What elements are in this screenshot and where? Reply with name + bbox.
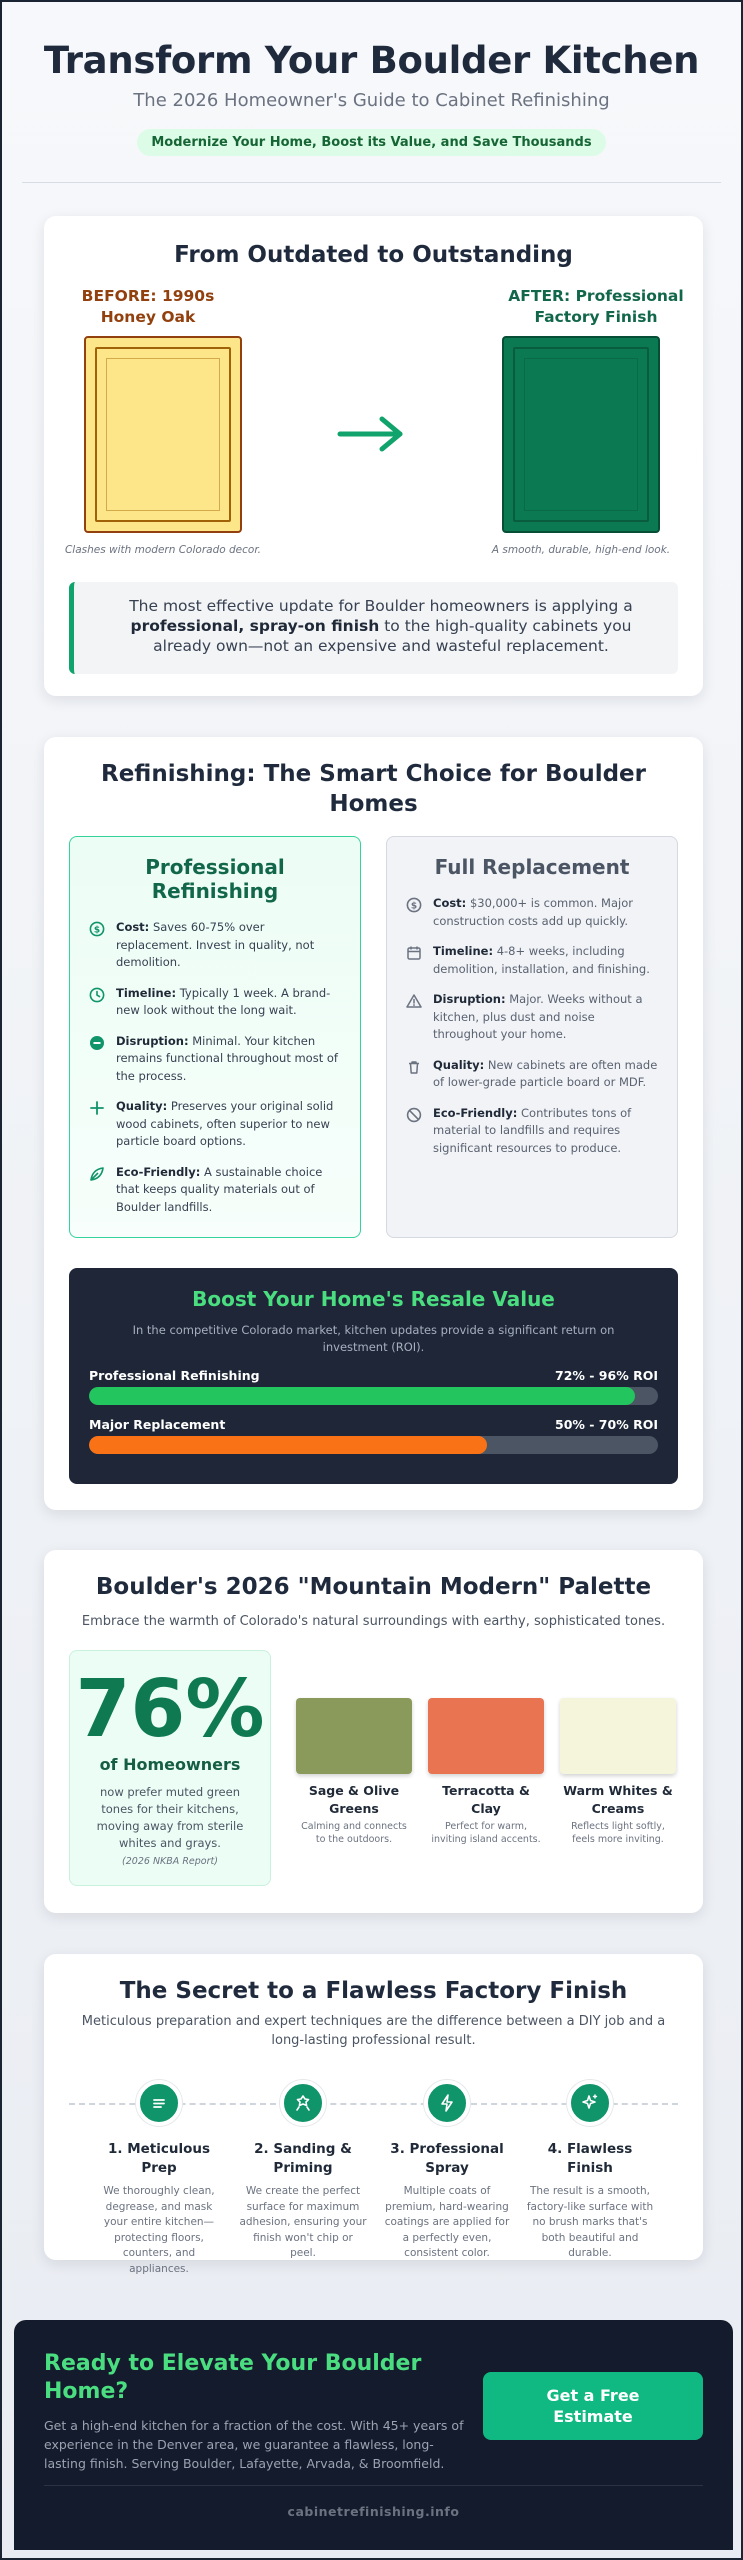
- page-title: Transform Your Boulder Kitchen: [43, 39, 700, 82]
- item-text: Saves 60-75% over replacement. Invest in quality, not demolition.: [116, 920, 315, 969]
- item-label: Quality:: [116, 1099, 168, 1113]
- tagline-badge: Modernize Your Home, Boost its Value, and Save Thousands: [137, 129, 605, 156]
- step-title: 1. Meticulous Prep: [107, 2141, 211, 2176]
- process-step: [239, 2080, 367, 2262]
- website-link[interactable]: cabinetrefinishing.info: [287, 2504, 460, 2519]
- item-text: $30,000+ is common. Major construction costs add up quickly.: [433, 896, 633, 928]
- comparison-card: [44, 737, 703, 1510]
- roi-bar-value: 72% - 96% ROI: [555, 1368, 658, 1383]
- roi-bar-label-row: [89, 1417, 658, 1432]
- roi-bar-fill: [89, 1387, 635, 1405]
- cta-title: Ready to Elevate Your Boulder Home?: [44, 2351, 422, 2404]
- free-estimate-button[interactable]: Get a Free Estimate: [483, 2372, 703, 2440]
- process-title: The Secret to a Flawless Factory Finish: [119, 1978, 628, 2004]
- list-item: [405, 895, 659, 930]
- homeowner-stat: [69, 1650, 271, 1886]
- list-item: [405, 1105, 659, 1158]
- step-description: Multiple coats of premium, hard-wearing coatings are applied for a perfectly even, consistent color.: [384, 2185, 510, 2259]
- roi-description: In the competitive Colorado market, kitchen updates provide a significant return on investment (ROI).: [132, 1323, 615, 1354]
- roi-bar-track: [89, 1436, 658, 1454]
- swatch-description: Perfect for warm, inviting island accents.: [431, 1821, 541, 1845]
- trash-icon: [405, 1058, 423, 1076]
- ban-icon: [405, 1106, 423, 1124]
- step-description: The result is a smooth, factory-like surface with no brush marks that's both beautiful and durable.: [526, 2185, 654, 2259]
- roi-bar-value: 50% - 70% ROI: [555, 1417, 658, 1432]
- palette-description: Embrace the warmth of Colorado's natural surroundings with earthy, sophisticated tones.: [81, 1614, 666, 1629]
- page-subtitle: The 2026 Homeowner's Guide to Cabinet Refinishing: [133, 90, 610, 111]
- roi-title: Boost Your Home's Resale Value: [192, 1287, 555, 1311]
- color-swatch: [428, 1698, 544, 1846]
- after-caption: A smooth, durable, high-end look.: [491, 544, 671, 556]
- item-label: Cost:: [116, 920, 150, 934]
- item-text: A sustainable choice that keeps quality materials out of Boulder landfills.: [116, 1164, 323, 1214]
- item-label: Quality:: [433, 1057, 485, 1072]
- swatch-description: Reflects light softly, feels more inviting.: [571, 1821, 665, 1845]
- step-title: 3. Professional Spray: [390, 2141, 504, 2176]
- roi-bar-label-row: [89, 1368, 658, 1383]
- svg-text:$: $: [93, 925, 101, 936]
- cta-description: Get a high-end kitchen for a fraction of the cost. With 45+ years of experience in the Denver area, we guarantee a flawless, long-lasting finish. Serving Boulder, Lafayette, Arvada, & Broomfield.: [44, 2418, 464, 2471]
- item-text: 4-8+ weeks, including demolition, installation, and finishing.: [433, 944, 650, 976]
- item-text: Typically 1 week. A brand-new look without the long wait.: [116, 985, 331, 1017]
- swatch-color: [560, 1698, 676, 1774]
- spray-icon: [424, 2080, 470, 2126]
- step-title: 4. Flawless Finish: [547, 2141, 633, 2176]
- roi-bar-fill: [89, 1436, 487, 1454]
- replacement-list: [405, 895, 659, 1157]
- stat-value: 76%: [75, 1663, 265, 1755]
- list-item: [88, 985, 342, 1020]
- warning-icon: [405, 992, 423, 1010]
- stat-description: now prefer muted green tones for their kitchens, moving away from sterile whites and grays.: [96, 1785, 244, 1850]
- item-text: Major. Weeks without a kitchen, plus dust and noise throughout your home.: [433, 992, 643, 1041]
- plus-icon: [88, 1099, 106, 1117]
- clean-icon: [136, 2080, 182, 2126]
- calendar-icon: [405, 944, 423, 962]
- cta-footer: [14, 2320, 733, 2550]
- list-item: [405, 943, 659, 978]
- process-step: [526, 2080, 654, 2262]
- sparkle-icon: [567, 2080, 613, 2126]
- roi-bar-track: [89, 1387, 658, 1405]
- palette-card: [44, 1550, 703, 1913]
- step-description: We thoroughly clean, degrease, and mask your entire kitchen—protecting floors, counters, and appliances.: [103, 2185, 215, 2275]
- process-step: [95, 2080, 223, 2277]
- item-text: Contributes tons of material to landfills and requires significant resources to produce.: [433, 1105, 632, 1155]
- roi-panel: [69, 1268, 678, 1484]
- item-text: Preserves your original solid wood cabinets, often superior to new particle board options.: [116, 1099, 334, 1148]
- list-item: [88, 1033, 342, 1086]
- item-label: Timeline:: [116, 985, 177, 1000]
- footer-divider: [44, 2485, 703, 2486]
- item-label: Disruption:: [433, 992, 506, 1006]
- item-text: New cabinets are often made of lower-grade particle board or MDF.: [433, 1057, 658, 1089]
- dollar-icon: [405, 896, 423, 914]
- color-swatch: [560, 1698, 676, 1846]
- before-after-title: From Outdated to Outstanding: [174, 242, 573, 268]
- key-message-callout: The most effective update for Boulder homeowners is applying a professional, spray-on finish to the high-quality cabinets you already own—not an expensive and wasteful replacement.: [69, 582, 678, 674]
- step-title: 2. Sanding & Priming: [254, 2141, 352, 2176]
- swatch-name: Terracotta & Clay: [442, 1783, 530, 1816]
- after-label: AFTER: Professional Factory Finish: [508, 287, 684, 326]
- replacement-column: [386, 836, 678, 1238]
- process-step: [383, 2080, 511, 2262]
- item-text: Minimal. Your kitchen remains functional throughout most of the process.: [116, 1033, 338, 1083]
- swatch-color: [428, 1698, 544, 1774]
- swatch-name: Warm Whites & Creams: [563, 1783, 673, 1816]
- leaf-icon: [88, 1165, 106, 1183]
- list-item: [405, 1057, 659, 1092]
- item-label: Cost:: [433, 896, 467, 910]
- list-item: [405, 991, 659, 1044]
- replacement-heading: Full Replacement: [434, 855, 630, 879]
- palette-title: Boulder's 2026 "Mountain Modern" Palette: [95, 1574, 652, 1600]
- item-label: Eco-Friendly:: [433, 1105, 518, 1120]
- minus-circle-icon: [88, 1034, 106, 1052]
- arrow-right-icon: [336, 414, 408, 458]
- before-after-card: [44, 216, 703, 696]
- roi-bar-label: Professional Refinishing: [89, 1368, 260, 1383]
- dollar-icon: [88, 920, 106, 938]
- item-label: Disruption:: [116, 1033, 189, 1048]
- list-item: [88, 1164, 342, 1217]
- refinishing-column: [69, 836, 361, 1238]
- before-cabinet-door: [84, 336, 242, 533]
- swatch-description: Calming and connects to the outdoors.: [301, 1821, 407, 1845]
- svg-text:$: $: [410, 901, 418, 912]
- item-label: Timeline:: [433, 944, 494, 958]
- item-label: Eco-Friendly:: [116, 1164, 201, 1179]
- sanding-icon: [280, 2080, 326, 2126]
- after-cabinet-door: [502, 336, 660, 533]
- stat-source: (2026 NKBA Report): [122, 1856, 218, 1867]
- step-description: We create the perfect surface for maximum adhesion, ensuring your finish won't chip or peel.: [239, 2185, 367, 2259]
- refinishing-heading: Professional Refinishing: [145, 855, 285, 903]
- before-caption: Clashes with modern Colorado decor.: [64, 544, 262, 556]
- list-item: [88, 1098, 342, 1151]
- process-description: Meticulous preparation and expert techniques are the difference between a DIY job and a long-lasting professional result.: [81, 2014, 666, 2048]
- clock-icon: [88, 986, 106, 1004]
- refinishing-list: [88, 919, 342, 1216]
- roi-bar-label: Major Replacement: [89, 1417, 226, 1432]
- swatch-name: Sage & Olive Greens: [308, 1783, 400, 1816]
- process-card: [44, 1954, 703, 2275]
- divider: [22, 182, 721, 183]
- before-label: BEFORE: 1990s Honey Oak: [81, 287, 215, 326]
- color-swatch: [296, 1698, 412, 1846]
- roi-bars: [89, 1368, 658, 1454]
- swatch-color: [296, 1698, 412, 1774]
- hero: [2, 2, 741, 183]
- list-item: [88, 919, 342, 972]
- stat-label: of Homeowners: [99, 1755, 241, 1774]
- comparison-title: Refinishing: The Smart Choice for Boulder Homes: [100, 761, 646, 817]
